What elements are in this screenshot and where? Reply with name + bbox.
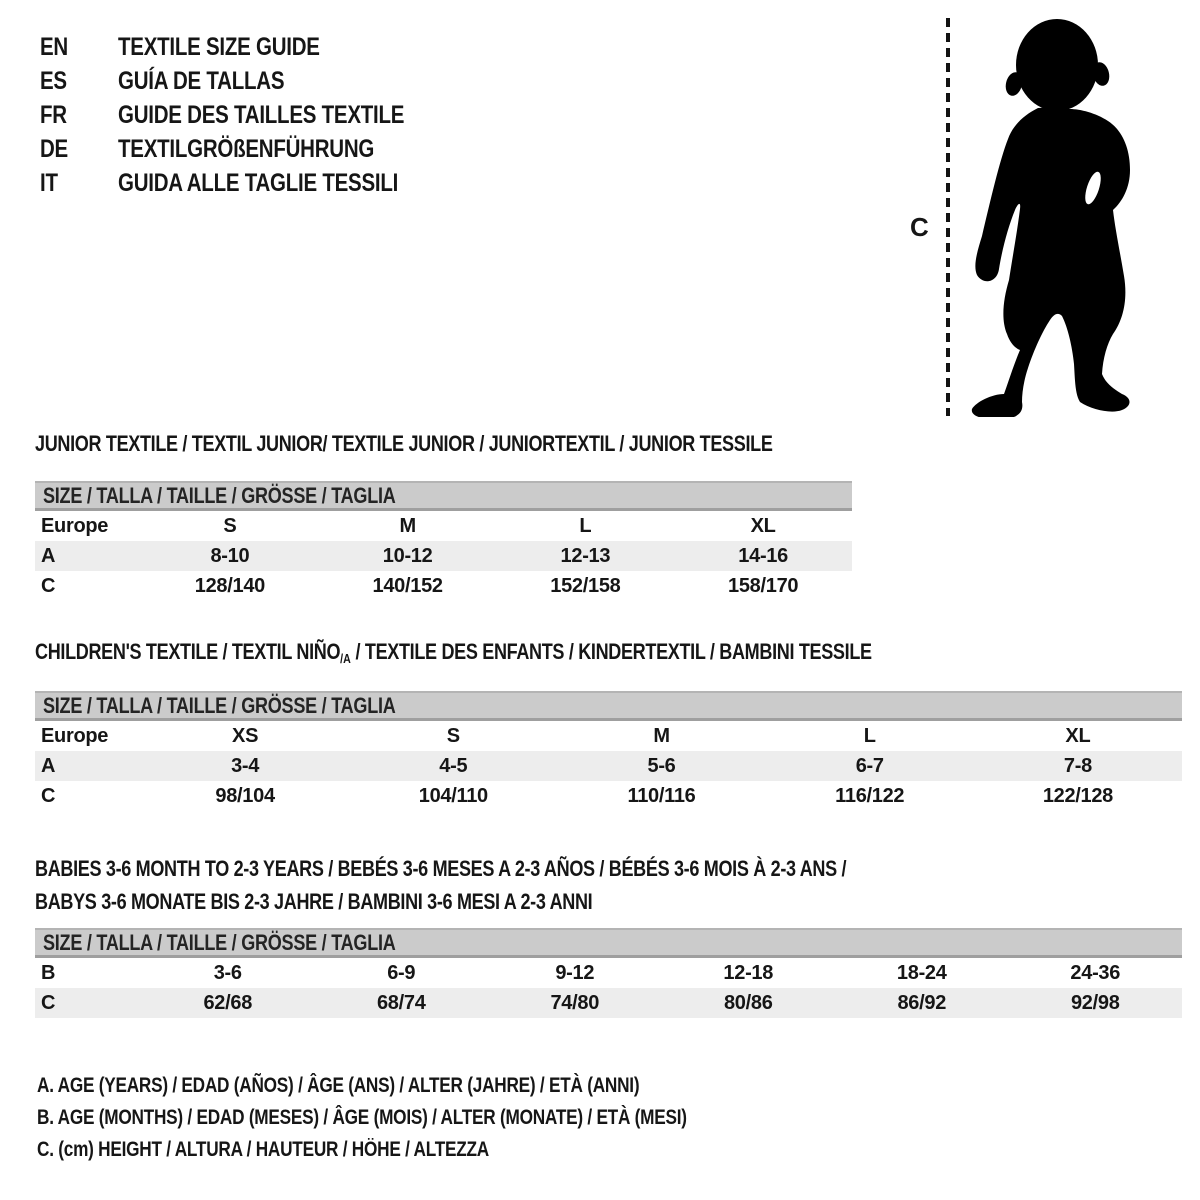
language-label: TEXTILGRÖßENFÜHRUNG <box>118 134 375 163</box>
toddler-silhouette-icon <box>962 12 1144 417</box>
table-cell: XL <box>750 514 776 537</box>
table-cell: 122/128 <box>1042 784 1114 807</box>
table-cell: 116/122 <box>835 784 905 807</box>
table-cell: 12-18 <box>723 961 774 984</box>
table-cell: 9-12 <box>555 961 595 984</box>
table-cell: 140/152 <box>372 574 443 597</box>
table-cell: 110/116 <box>627 784 696 807</box>
table-cell: 128/140 <box>194 574 265 597</box>
table-cell: 14-16 <box>738 544 788 567</box>
language-code: FR <box>40 100 67 129</box>
row-label: C <box>41 574 56 597</box>
row-label: C <box>41 784 56 807</box>
table-cell: 5-6 <box>647 754 676 777</box>
table-cell: 74/80 <box>550 991 600 1014</box>
language-row <box>40 64 467 98</box>
height-dashed-line <box>946 18 950 416</box>
row-label: A <box>41 754 56 777</box>
row-label: A <box>41 544 56 567</box>
row-label: C <box>41 991 56 1014</box>
table-cell: 7-8 <box>1063 754 1092 777</box>
legend-line-c: C. (cm) HEIGHT / ALTURA / HAUTEUR / HÖHE / ALTEZZA <box>37 1138 489 1161</box>
language-row <box>40 132 467 166</box>
table-title: BABIES 3-6 MONTH TO 2-3 YEARS / BEBÉS 3-6 MESES A 2-3 AÑOS / BÉBÉS 3-6 MOIS À 2-3 ANS / BABYS 3-6 MONATE BIS 2-3 JAHRE / BAMBINI 3-6 MESI A 2-3 ANNI <box>35 856 847 914</box>
table-cell: L <box>579 514 592 537</box>
table-cell: 104/110 <box>418 784 488 807</box>
language-code: DE <box>40 134 68 163</box>
childrens-textile-table <box>35 640 1182 811</box>
table-cell: 152/158 <box>550 574 621 597</box>
table-cell: M <box>653 724 670 747</box>
table-cell: XS <box>232 724 259 747</box>
table-row <box>35 541 852 571</box>
table-cell: 92/98 <box>1070 991 1120 1014</box>
row-label: Europe <box>41 514 109 537</box>
language-label: TEXTILE SIZE GUIDE <box>118 32 320 61</box>
table-cell: 18-24 <box>896 961 947 984</box>
height-measure-label: C <box>910 212 929 242</box>
table-row <box>35 781 1182 811</box>
table-cell: 86/92 <box>897 991 947 1014</box>
table-cell: 68/74 <box>376 991 426 1014</box>
table-cell: S <box>446 724 460 747</box>
legend <box>37 1070 829 1166</box>
language-code: ES <box>40 66 67 95</box>
language-code: IT <box>40 168 58 197</box>
table-cell: 4-5 <box>439 754 468 777</box>
table-cell: 3-6 <box>213 961 242 984</box>
row-label: Europe <box>41 724 109 747</box>
language-row <box>40 30 467 64</box>
legend-line-b: B. AGE (MONTHS) / EDAD (MESES) / ÂGE (MOIS) / ALTER (MONATE) / ETÀ (MESI) <box>37 1106 687 1129</box>
table-row <box>35 721 1182 751</box>
size-header-bar: SIZE / TALLA / TAILLE / GRÖSSE / TAGLIA <box>35 928 1182 958</box>
table-cell: 80/86 <box>723 991 773 1014</box>
table-cell: 6-7 <box>855 754 884 777</box>
table-cell: 10-12 <box>382 544 433 567</box>
table-row <box>35 571 852 601</box>
table-cell: 158/170 <box>728 574 799 597</box>
table-title: JUNIOR TEXTILE / TEXTIL JUNIOR/ TEXTILE JUNIOR / JUNIORTEXTIL / JUNIOR TESSILE <box>35 431 773 456</box>
language-label: GUIDE DES TAILLES TEXTILE <box>118 100 405 129</box>
table-row <box>35 958 1182 988</box>
table-cell: M <box>399 514 416 537</box>
table-cell: 3-4 <box>231 754 260 777</box>
table-cell: 98/104 <box>215 784 275 807</box>
table-cell: S <box>223 514 237 537</box>
table-row <box>35 988 1182 1018</box>
language-label: GUIDA ALLE TAGLIE TESSILI <box>118 168 399 197</box>
table-title: CHILDREN'S TEXTILE / TEXTIL NIÑO/A / TEXTILE DES ENFANTS / KINDERTEXTIL / BAMBINI TESSILE <box>35 639 872 666</box>
size-header-bar: SIZE / TALLA / TAILLE / GRÖSSE / TAGLIA <box>35 481 852 511</box>
table-cell: 8-10 <box>210 544 250 567</box>
table-cell: 24-36 <box>1070 961 1121 984</box>
language-label: GUÍA DE TALLAS <box>118 66 285 95</box>
legend-line-a: A. AGE (YEARS) / EDAD (AÑOS) / ÂGE (ANS) / ALTER (JAHRE) / ETÀ (ANNI) <box>37 1074 640 1097</box>
babies-textile-table <box>35 852 1182 1018</box>
junior-textile-table <box>35 432 852 601</box>
size-header-bar: SIZE / TALLA / TAILLE / GRÖSSE / TAGLIA <box>35 691 1182 721</box>
language-code: EN <box>40 32 68 61</box>
table-cell: XL <box>1065 724 1091 747</box>
language-list <box>40 30 467 200</box>
title-subscript: /A <box>340 651 351 666</box>
table-cell: 62/68 <box>203 991 253 1014</box>
table-cell: 6-9 <box>387 961 416 984</box>
row-label: B <box>41 961 56 984</box>
language-row <box>40 166 467 200</box>
language-row <box>40 98 467 132</box>
table-row <box>35 751 1182 781</box>
table-cell: L <box>863 724 876 747</box>
table-cell: 12-13 <box>560 544 611 567</box>
table-row <box>35 511 852 541</box>
